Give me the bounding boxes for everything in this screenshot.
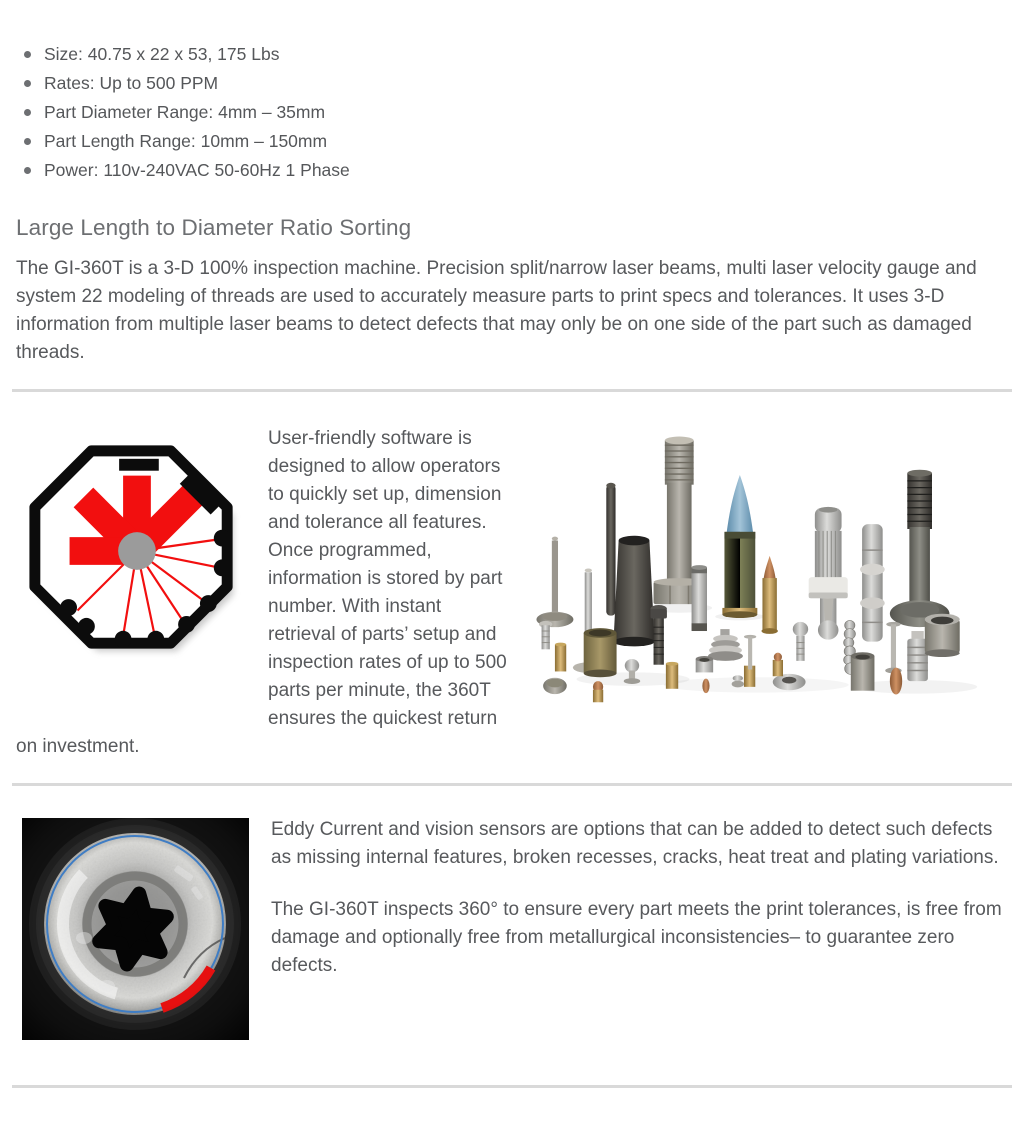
eddy-current-scan [22, 818, 249, 1045]
bullet-icon [24, 80, 31, 87]
eddy-paragraph-2: The GI-360T inspects 360° to ensure every part meets the print tolerances, is free from damage and optionally free from metallurgical inconsistencies– to guarantee zero defects. [271, 899, 1002, 976]
spec-item-length [16, 127, 1008, 156]
eddy-current-section [16, 814, 1008, 1045]
bullet-icon [24, 138, 31, 145]
software-section [16, 425, 1008, 761]
bullet-icon [24, 167, 31, 174]
spec-text: Power: 110v-240VAC 50-60Hz 1 Phase [44, 160, 350, 180]
page-title: Large Length to Diameter Ratio Sorting [16, 215, 412, 240]
intro-paragraph: The GI-360T is a 3-D 100% inspection machine. Precision split/narrow laser beams, multi laser velocity gauge and system 22 modeling of threads are used to accurately measure parts to print specs and tolerances. It uses 3-D information from multiple laser beams to detect defects that may only be on one side of the part such as damaged threads. [16, 258, 977, 363]
software-paragraph: User-friendly software is designed to allow operators to quickly set up, dimension and tolerance all features. Once programmed, information is stored by part number. With instant retrieval of parts’ setup and inspection rates of up to 500 parts per minute, the 360T ensures the quickest return on investment. [16, 428, 507, 757]
spec-text: Rates: Up to 500 PPM [44, 73, 219, 93]
spec-text: Part Diameter Range: 4mm – 35mm [44, 102, 326, 122]
laser-sorter-diagram [20, 427, 248, 682]
spec-text: Size: 40.75 x 22 x 53, 175 Lbs [44, 44, 280, 64]
machined-parts-photo-image [520, 425, 1008, 709]
spec-list [16, 40, 1008, 185]
eddy-text-column [271, 814, 1008, 996]
divider [12, 783, 1012, 786]
spec-item-rates [16, 69, 1008, 98]
spec-item-size [16, 40, 1008, 69]
divider [12, 389, 1012, 392]
bullet-icon [24, 109, 31, 116]
spec-text: Part Length Range: 10mm – 150mm [44, 131, 328, 151]
laser-sorter-diagram-image [20, 427, 248, 677]
divider [12, 1085, 1012, 1088]
eddy-paragraph-1: Eddy Current and vision sensors are options that can be added to detect such defects as missing internal features, broken recesses, cracks, heat treat and plating variations. [271, 819, 999, 868]
spec-item-diameter [16, 98, 1008, 127]
machined-parts-photo [520, 425, 1008, 709]
eddy-current-scan-image [22, 818, 249, 1040]
spec-item-power [16, 156, 1008, 185]
bullet-icon [24, 51, 31, 58]
